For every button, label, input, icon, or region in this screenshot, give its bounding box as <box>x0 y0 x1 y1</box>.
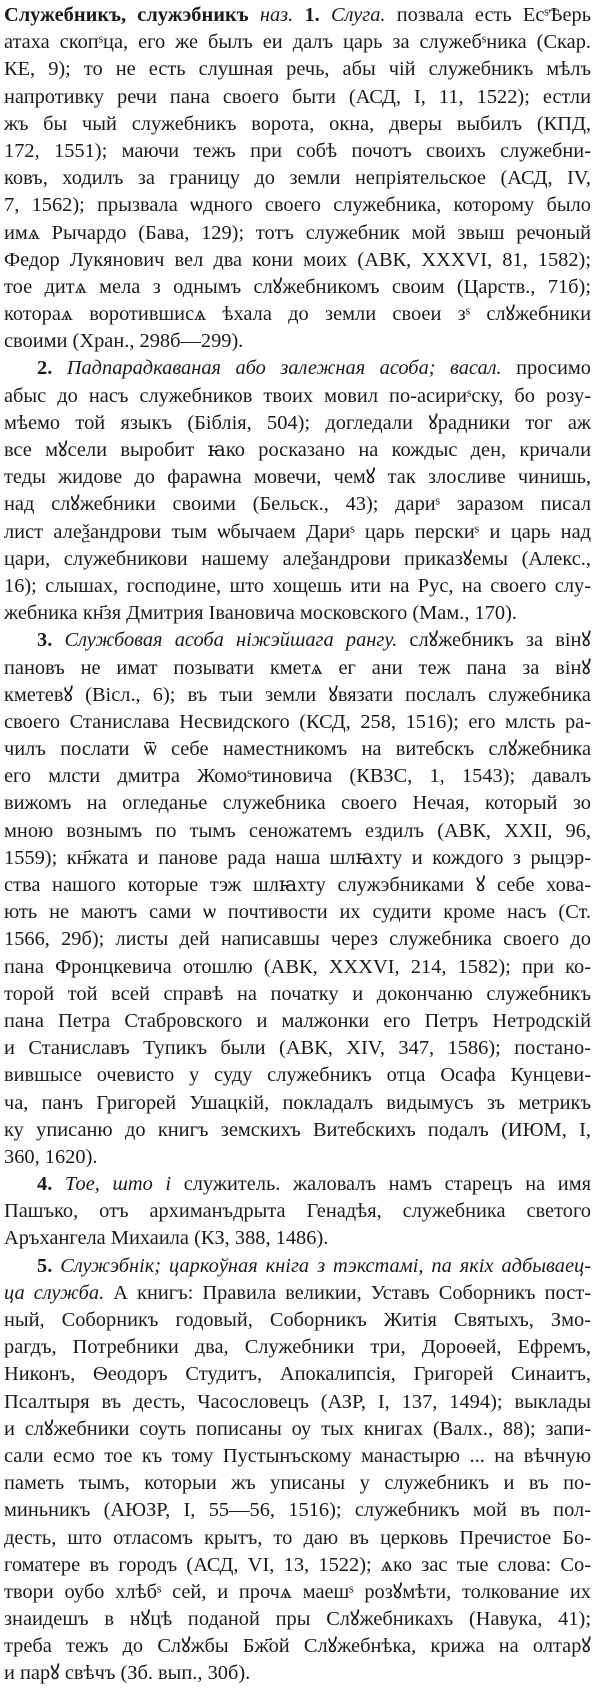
entry-sense-1 <box>4 2 591 355</box>
text-line: паметь тымъ, которыи жъ уписаны у служебникъ и въ по- <box>4 1472 591 1495</box>
text-line: Никонъ, Ѳеодоръ Студитъ, Апокалипсія, Григорей Синаитъ, <box>4 1363 591 1386</box>
sense-gloss: Служэбнік; царкоўная кніга з тэкстамі, па якіх адбываец- <box>60 1254 591 1277</box>
headword: Служебникъ, служэбникъ <box>4 4 249 26</box>
text-line: вижомъ на огледанье служебника своего Нечая, который зо <box>4 792 591 815</box>
quote-text: позвала есть ЕсˢѢерь <box>396 4 591 26</box>
text-line <box>4 1280 591 1307</box>
text-line: вившысе очевисто у суду служебникъ отца Осафа Кунцеви- <box>4 1064 591 1087</box>
text-line: напротивку речи пана своего быти (АСД, I, 11, 1522); естли <box>4 85 591 108</box>
text-line: мною вознымъ по тымъ сеножатемъ ездилъ (АВК, XXII, 96, <box>4 819 591 842</box>
text-line: ный, Соборникъ годовый, Соборникъ Житія Святыхъ, Змо- <box>4 1309 591 1331</box>
text-line: цари, служебникови нашему алеѯандрови приказꙋемы (Алекс., <box>4 547 591 570</box>
text-line: рагдъ, Потребники два, Служебники три, Дороѳей, Ефремъ, <box>4 1336 591 1359</box>
sense-number: 3. <box>37 629 53 652</box>
sense-number: 4. <box>37 1173 53 1196</box>
quote-text: просимо <box>516 357 591 380</box>
text-line: ку уписаню до книгъ земскихъ Витебскихъ подалъ (ИЮМ, I, <box>4 1118 591 1141</box>
text-line: пана Фронцкевича отошлю (АВК, XXXVI, 214, 1582); при ко- <box>4 955 591 978</box>
text-line: пановъ не имат позывати кметѧ ег ани теж пана за вінꙋ <box>4 656 591 679</box>
text-line: сали есмо тое къ тому Пустынъскому манастырю ... на вѣчную <box>4 1444 591 1467</box>
sense-gloss: Слуга. <box>330 4 386 26</box>
text-line: знаидешъ в нꙋцѣ поданой пры Слꙋжебникахъ (Навука, 41); <box>4 1608 591 1631</box>
text-line: жъ бы чый служебникъ ворота, окна, дверы выбилъ (КПД, <box>4 112 591 135</box>
text-line: 1559); кн҃жата и панове рада наша шлꙗхту и кождого з рыцэр- <box>4 846 591 869</box>
text-line: миньникъ (АЮЗР, I, 55—56, 1516); служебникъ мой въ пол- <box>4 1499 591 1522</box>
sense-number: 2. <box>37 357 53 380</box>
text-line: десть, што отласомъ крытъ, то даю въ церковь Пречистое Бо- <box>4 1526 591 1549</box>
text-line: ча, панъ Григорей Ушацкій, покладалъ видымусъ зъ метрикъ <box>4 1091 591 1114</box>
text-line: ють не маютъ сами ѡ почтивости их судити кроме насъ (Ст. <box>4 901 591 924</box>
text-line: его млсти дмитра Жомоˢтиновича (КВЗС, 1, 1543); давалъ <box>4 765 591 788</box>
text-line <box>4 1253 591 1280</box>
text-line <box>4 1171 591 1198</box>
text-line: и парꙋ свѣчъ (Зб. вып., 30б). <box>4 1662 251 1685</box>
text-line: 360, 1620). <box>4 1145 98 1168</box>
text-line: лист алеѯандрови тым ѡбычаем Дариˢ царь перскиˢ и царь над <box>4 520 591 543</box>
text-line: Псалтыря въ десть, Часословецъ (АЗР, I, 137, 1494); выклады <box>4 1390 591 1413</box>
text-line <box>4 627 591 654</box>
quote-text: слꙋжебникъ за вінꙋ <box>409 629 591 652</box>
text-line: торой той всей справѣ на початку и докончаню служебникъ <box>4 982 591 1005</box>
sense-gloss-continued: ца служба. <box>4 1281 105 1304</box>
text-line: КЕ, 9); то не есть слушная речь, абы чій служебникъ мѣлъ <box>4 58 591 81</box>
entry-sense-3 <box>4 627 591 1171</box>
quote-text: А книгъ: Правила великии, Уставъ Соборникъ пост- <box>113 1281 591 1304</box>
entry-sense-2 <box>4 355 591 627</box>
text-line: атаха скопˢца, его же былъ еи далъ царь за служебˢника (Скар. <box>4 31 591 54</box>
text-line: над слꙋжебники своими (Бельск., 43); дариˢ заразом писал <box>4 493 591 516</box>
text-line: 7, 1562); прызвала ѡдного своего служебника, которому было <box>4 194 591 217</box>
quote-text: служитель. жаловалъ намъ старецъ на имя <box>183 1173 591 1196</box>
text-line: мѣемо той языкъ (Біблія, 504); догледали ꙋрадники тог аж <box>4 411 591 434</box>
text-line: и слꙋжебники соуть пописаны оу тых книгах (Валх., 88); запи- <box>4 1417 591 1440</box>
sense-gloss: Тое, што і <box>64 1173 172 1196</box>
text-line: жебника кн҃зя Дмитрия Івановича московского (Мам., 170). <box>4 602 518 625</box>
part-of-speech: наз. <box>259 4 294 26</box>
text-line: пана Петра Стабровского и малжонки его Петръ Нетродскій <box>4 1009 591 1032</box>
text-line: 16); слышах, господине, што хощешь ити на Рус, на своего слу- <box>4 574 591 597</box>
text-line: и Станиславъ Тупикъ были (АВК, XIV, 347, 1586); постано- <box>4 1037 591 1060</box>
sense-number: 5. <box>37 1254 53 1277</box>
text-line: Федор Лукянович вел два кони моих (АВК, XXXVI, 81, 1582); <box>4 248 591 271</box>
text-line: гоматере въ городъ (АСД, VI, 13, 1522); ѧко зас тые слова: Со- <box>4 1553 591 1576</box>
text-line: абыс до насъ служебников твоих мовил по-асириˢску, бо розу- <box>4 384 591 407</box>
text-line: теды жидове до фараѡна мовечи, чемꙋ так злосливе чинишь, <box>4 466 591 489</box>
text-line: своего Станислава Несвидского (КСД, 258, 1516); его млсть ра- <box>4 710 591 733</box>
text-line: треба тежъ до Слꙋжбы Бж҃ой Слꙋжебнѣка, крижа на олтарꙋ <box>4 1635 591 1658</box>
text-line: своими (Хран., 298б—299). <box>4 330 244 353</box>
text-line: все мꙋсели выробит ꙗко росказано на кождыс ден, кричали <box>4 439 591 461</box>
sense-gloss: Службовая асоба ніжэйшага рангу. <box>64 629 398 652</box>
text-line: котораѧ воротившисѧ ѣхала до земли своеи зˢ слꙋжебники <box>4 303 591 326</box>
text-line: имѧ Рычардо (Бава, 129); тотъ служебник мой звыш речоный <box>4 221 591 244</box>
text-line: Аръхангела Михаила (КЗ, 388, 1486). <box>4 1227 329 1250</box>
text-line: 172, 1551); маючи тежъ при собѣ почотъ своихъ служебни- <box>4 139 591 162</box>
text-line: кметевꙋ (Вісл., 6); въ тыи земли ꙋвязати послалъ служебника <box>4 683 591 706</box>
entry-sense-5 <box>4 1253 591 1688</box>
text-line <box>4 2 591 29</box>
text-line: твори оубо хлѣбˢ сей, и прочѧ маешˢ розꙋмѣти, толкование их <box>4 1580 591 1603</box>
text-line: ковъ, ходилъ за границу до земли непріятельское (АСД, IV, <box>4 167 591 190</box>
entry-sense-4 <box>4 1171 591 1253</box>
text-line: ства нашого которые тэж шлꙗхту служэбниками ꙋ себе хова- <box>4 874 591 896</box>
text-line: тое дитѧ мела з однымъ слꙋжебникомъ своим (Царств., 71б); <box>4 275 591 298</box>
text-line: 1566, 29б); листы дей написавшы через служебника своего до <box>4 928 591 951</box>
text-line: Пашъко, отъ архиманъдрыта Генадѣя, служебника светого <box>4 1200 591 1223</box>
text-line <box>4 355 591 382</box>
sense-number: 1. <box>304 4 320 26</box>
text-line: чилъ послати ѿ себе наместникомъ на витебскъ слꙋжебника <box>4 738 591 761</box>
sense-gloss: Падпарадкаваная або залежная асоба; васал. <box>66 357 502 380</box>
